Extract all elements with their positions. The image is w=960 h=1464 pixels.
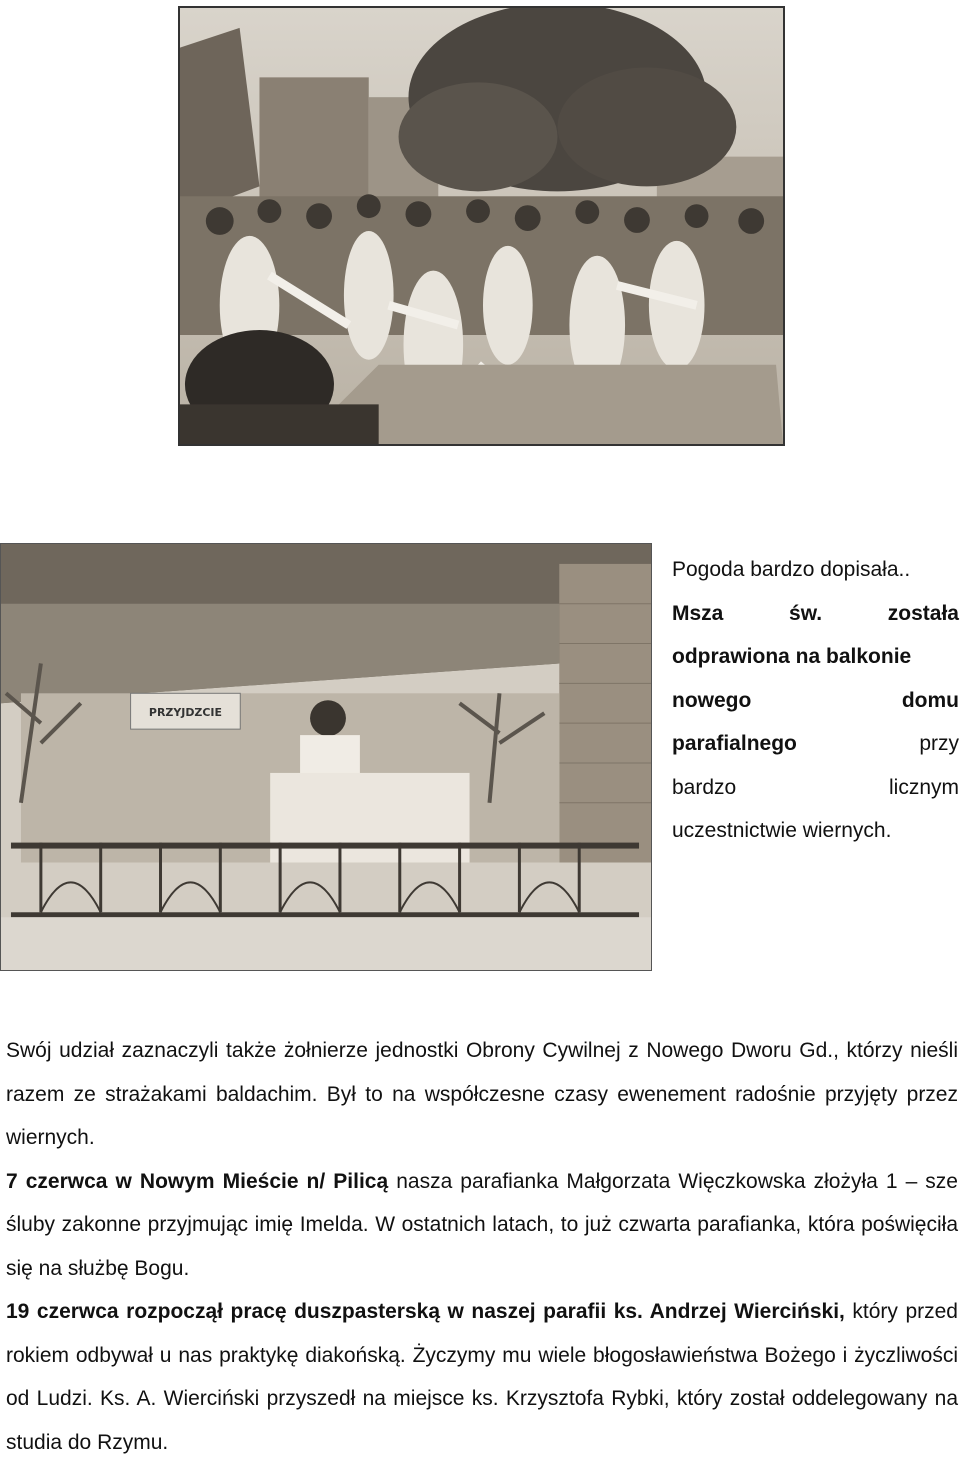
side-line xyxy=(672,592,959,636)
article-body xyxy=(6,1029,958,1464)
side-word: przy xyxy=(919,732,959,755)
side-word: domu xyxy=(901,688,959,712)
paragraph-soldiers: Swój udział zaznaczyli także żołnierze jednostki Obrony Cywilnej z Nowego Dworu Gd., którzy nieśli razem ze strażakami baldachim. Był to na współczesne czasy ewenement radośnie przyjęty przez wiernych. xyxy=(6,1039,958,1149)
side-line xyxy=(672,679,959,723)
paragraph-new-priest xyxy=(6,1290,958,1464)
banner-sign-text: PRZYJDZCIE xyxy=(148,706,222,720)
side-line xyxy=(672,635,959,679)
side-line: uczestnictwie wiernych. xyxy=(672,819,892,842)
side-word: parafialnego xyxy=(672,732,797,755)
side-word: licznym xyxy=(888,775,959,799)
side-word: Msza św. xyxy=(672,601,823,625)
paragraph-new-priest-text: który przed rokiem odbywał u nas praktykę diakońską. Życzymy mu wiele błogosławieństwa Bożego i życzliwości od Ludzi. Ks. A. Wierciński przyszedł na miejsce ks. Krzysztofa Rybki, który został oddelegowany na studia do Rzymu. xyxy=(6,1300,958,1454)
side-word: odprawiona na balkonie xyxy=(672,645,912,668)
paragraph-vows-lead: 7 czerwca w Nowym Mieście n/ Pilicą xyxy=(6,1169,389,1193)
side-line xyxy=(672,766,959,810)
side-line: Pogoda bardzo dopisała.. xyxy=(672,558,911,581)
side-caption xyxy=(672,548,959,853)
procession-photo xyxy=(178,6,785,446)
paragraph-new-priest-lead: 19 czerwca rozpoczął pracę duszpasterską w naszej parafii ks. Andrzej Wierciński, xyxy=(6,1300,845,1323)
side-word: bardzo xyxy=(672,775,737,799)
side-line xyxy=(672,722,959,766)
paragraph-vows-text: nasza parafianka Małgorzata Więczkowska złożyła 1 – sze śluby zakonne przyjmując imię Imelda. W ostatnich latach, to już czwarta parafianka, która poświęciła się na służbę Bogu. xyxy=(6,1169,958,1280)
side-word: została xyxy=(887,601,959,625)
balcony-mass-photo xyxy=(0,543,652,971)
side-word: nowego xyxy=(672,688,752,712)
paragraph-vows xyxy=(6,1160,958,1291)
